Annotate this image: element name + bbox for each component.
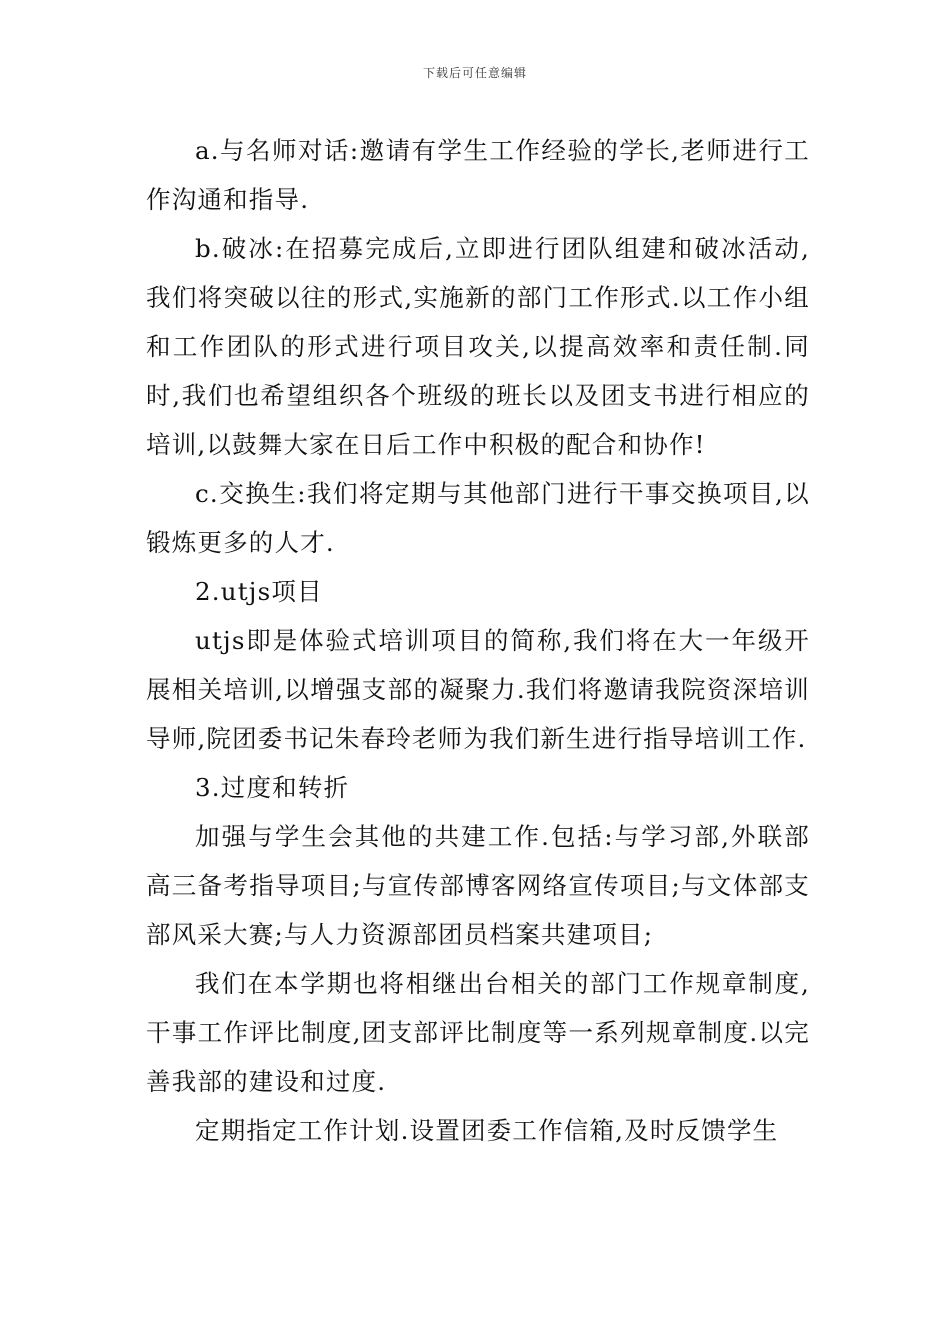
page-header-note: 下载后可任意编辑 [422, 66, 527, 80]
paragraph-regulations: 我们在本学期也将相继出台相关的部门工作规章制度,干事工作评比制度,团支部评比制度等一系列规章制度.以完善我部的建设和过度. [146, 969, 810, 1096]
paragraph-joint-construction: 加强与学生会其他的共建工作.包括:与学习部,外联部高三备考指导项目;与宣传部博客网络宣传项目;与文体部支部风采大赛;与人力资源部团员档案共建项目; [146, 822, 810, 949]
paragraph-work-plan: 定期指定工作计划.设置团委工作信箱,及时反馈学生 [195, 1116, 779, 1145]
section-heading-utjs: 2.utjs项目 [195, 577, 323, 606]
paragraph-exchange-student: c.交换生:我们将定期与其他部门进行干事交换项目,以锻炼更多的人才. [146, 479, 810, 557]
paragraph-icebreaker: b.破冰:在招募完成后,立即进行团队组建和破冰活动,我们将突破以往的形式,实施新的部门工作形式.以工作小组和工作团队的形式进行项目攻关,以提高效率和责任制.同时,我们也希望组织各个班级的班长以及团支书进行相应的培训,以鼓舞大家在日后工作中积极的配合和协作! [146, 234, 810, 459]
paragraph-mentor-dialogue: a.与名师对话:邀请有学生工作经验的学长,老师进行工作沟通和指导. [146, 136, 810, 214]
paragraph-utjs-description: utjs即是体验式培训项目的简称,我们将在大一年级开展相关培训,以增强支部的凝聚力.我们将邀请我院资深培训导师,院团委书记朱春玲老师为我们新生进行指导培训工作. [146, 626, 810, 753]
section-heading-transition: 3.过度和转折 [195, 773, 350, 802]
document-body [146, 126, 810, 1155]
